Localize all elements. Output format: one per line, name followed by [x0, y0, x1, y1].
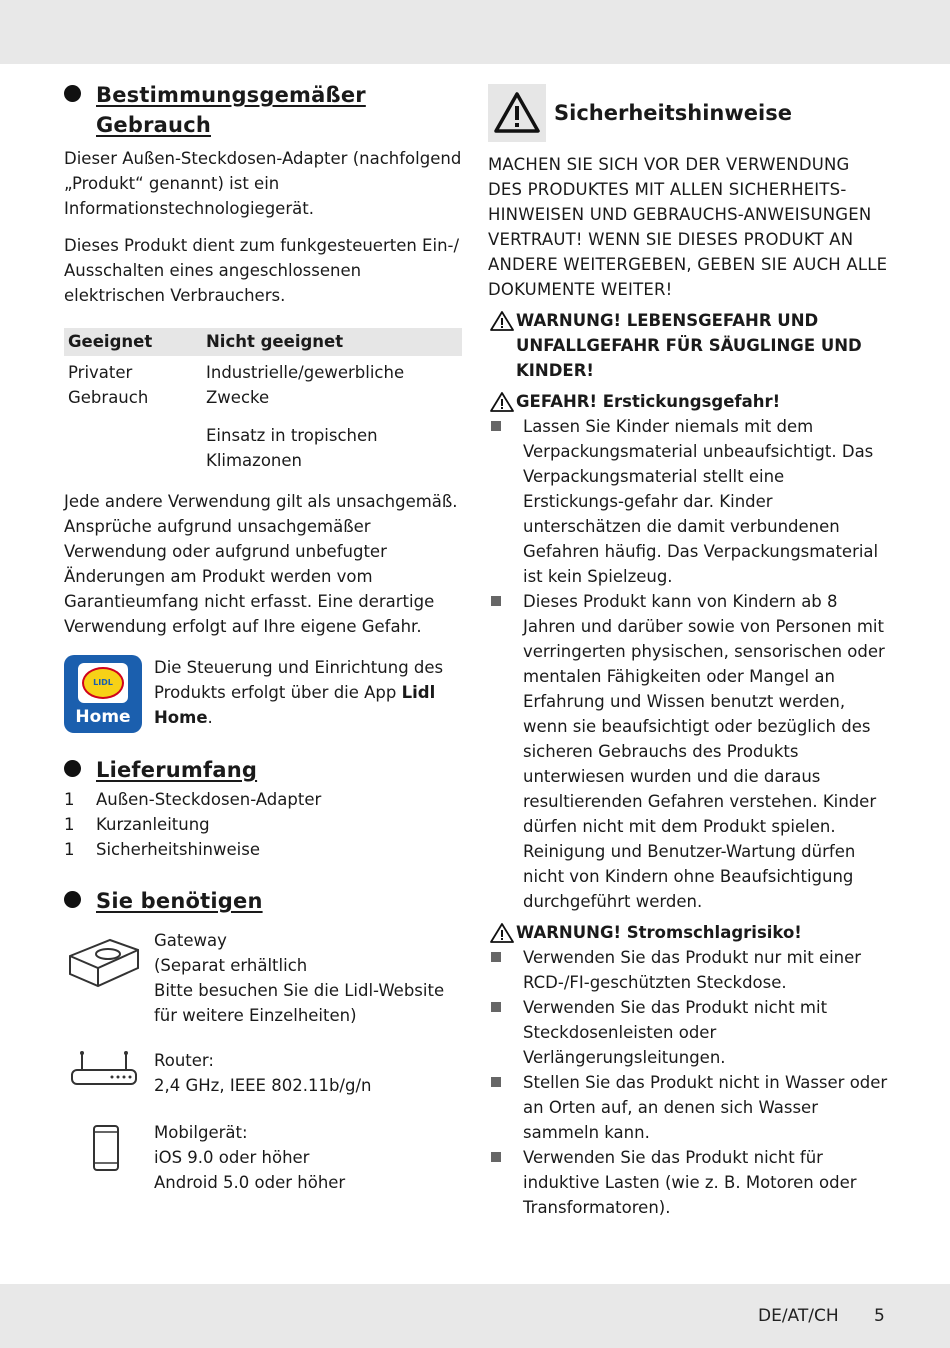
- square-bullet-icon: [491, 1002, 501, 1012]
- list-item: Lassen Sie Kinder niemals mit dem Verpackungsmaterial unbeaufsichtigt. Das Verpackungsmaterial stellt eine Erstickungs-gefahr dar. Kinder unterschätzen die damit verbundenen Gefahren häufig. Das Verpackungsmaterial ist kein Spielzeug.: [488, 414, 888, 589]
- section-title: Sie benötigen: [96, 889, 263, 913]
- need-router: Router: 2,4 GHz, IEEE 802.11b/g/n: [64, 1048, 464, 1098]
- list-item: 1 Außen-Steckdosen-Adapter: [64, 790, 322, 809]
- list-item: Dieses Produkt kann von Kindern ab 8 Jahren und darüber sowie von Personen mit verringerten physischen, sensorischen oder mentalen Fähigkeiten oder Mangel an Erfahrung und Wissen benutzt werden, wenn sie beaufsichtigt oder bezüglich des sicheren Gebrauchs des Produkts unterwiesen wurden und die daraus resultierenden Gefahren verstehen. Kinder dürfen nicht mit dem Produkt spielen. Reinigung und Benutzer-Wartung dürfen nicht von Kindern ohne Beaufsichtigung durchgeführt werden.: [488, 589, 888, 914]
- suitability-table: [64, 328, 462, 477]
- section-title: Lieferumfang: [96, 758, 258, 782]
- list-item: Verwenden Sie das Produkt nicht mit Steckdosenleisten oder Verlängerungsleitungen.: [488, 995, 888, 1070]
- section-heading-bestimmung: [64, 80, 464, 140]
- square-bullet-icon: [491, 1152, 501, 1162]
- square-bullet-icon: [491, 421, 501, 431]
- table-cell: Privater Gebrauch: [68, 363, 149, 407]
- safety-heading: [488, 84, 888, 142]
- table-header: Nicht geeignet: [202, 328, 462, 356]
- smartphone-icon: [64, 1120, 154, 1195]
- top-band: [0, 0, 950, 64]
- safety-intro: MACHEN SIE SICH VOR DER VERWENDUNG DES PRODUKTES MIT ALLEN SICHERHEITS-HINWEISEN UND GEBRAUCHS-ANWEISUNGEN VERTRAUT! WENN SIE DIESES PRODUKT AN ANDERE WEITERGEBEN, GEBEN SIE AUCH ALLE DOKUMENTE WEITER!: [488, 155, 888, 299]
- warning-triangle-icon: [488, 922, 516, 944]
- danger-suffocation: GEFAHR! Erstickungsgefahr!: [488, 389, 888, 414]
- need-mobile: Mobilgerät: iOS 9.0 oder höher Android 5.0 oder höher: [64, 1120, 464, 1195]
- square-bullet-icon: [491, 952, 501, 962]
- gateway-icon: [64, 928, 154, 1028]
- footer-region: DE/AT/CH: [758, 1306, 839, 1326]
- list-item: Stellen Sie das Produkt nicht in Wasser oder an Orten auf, an denen sich Wasser sammeln kann.: [488, 1070, 888, 1145]
- filled-circle-icon: [64, 760, 81, 777]
- page-number: 5: [874, 1306, 885, 1326]
- table-cell: Industrielle/gewerbliche Zwecke Einsatz in tropischen Klimazonen: [206, 363, 405, 470]
- section-title: Sicherheitshinweise: [554, 101, 792, 125]
- warning-triangle-icon: [488, 391, 516, 413]
- router-icon: [64, 1048, 154, 1098]
- filled-circle-icon: [64, 85, 81, 102]
- filled-circle-icon: [64, 891, 81, 908]
- right-column: [488, 84, 888, 1220]
- delivery-list: [64, 787, 464, 862]
- need-gateway: Gateway (Separat erhältlich Bitte besuchen Sie die Lidl-Website für weitere Einzelheiten): [64, 928, 464, 1028]
- warning-electric-shock: WARNUNG! Stromschlagrisiko!: [488, 920, 888, 945]
- section-heading-lieferumfang: [64, 755, 464, 785]
- paragraph: Jede andere Verwendung gilt als unsachgemäß. Ansprüche aufgrund unsachgemäßer Verwendung oder aufgrund unbefugter Änderungen am Produkt werden vom Garantieumfang nicht erfasst. Eine derartige Verwendung erfolgt auf Ihre eigene Gefahr.: [64, 492, 458, 636]
- app-text: Die Steuerung und Einrichtung des Produkts erfolgt über die App Lidl Home.: [154, 658, 444, 727]
- section-title: Bestimmungsgemäßer Gebrauch: [96, 83, 366, 137]
- section-heading-benoetigen: [64, 886, 464, 916]
- lidl-home-app-icon: LIDL Home: [64, 655, 142, 733]
- square-bullet-icon: [491, 596, 501, 606]
- warning-triangle-icon: [488, 84, 546, 142]
- lidl-logo: LIDL: [78, 663, 128, 703]
- paragraph: Dieser Außen-Steckdosen-Adapter (nachfolgend „Produkt“ genannt) ist ein Informationstechnologiegerät.: [64, 149, 462, 218]
- table-header: Geeignet: [64, 328, 202, 356]
- left-column: [64, 80, 464, 1195]
- app-name: Lidl Home: [154, 683, 436, 727]
- list-item: 1 Kurzanleitung: [64, 815, 210, 834]
- warning-triangle-icon: [488, 310, 516, 332]
- list-item: 1 Sicherheitshinweise: [64, 840, 260, 859]
- square-bullet-icon: [491, 1077, 501, 1087]
- list-item: Verwenden Sie das Produkt nur mit einer RCD-/FI-geschützten Steckdose.: [488, 945, 888, 995]
- warning-children: WARNUNG! LEBENSGEFAHR UND UNFALLGEFAHR FÜR SÄUGLINGE UND KINDER!: [488, 308, 888, 383]
- app-info: [64, 655, 464, 733]
- list-item: Verwenden Sie das Produkt nicht für induktive Lasten (wie z. B. Motoren oder Transformatoren).: [488, 1145, 888, 1220]
- paragraph: Dieses Produkt dient zum funkgesteuerten Ein-/ Ausschalten eines angeschlossenen elektrischen Verbrauchers.: [64, 236, 460, 305]
